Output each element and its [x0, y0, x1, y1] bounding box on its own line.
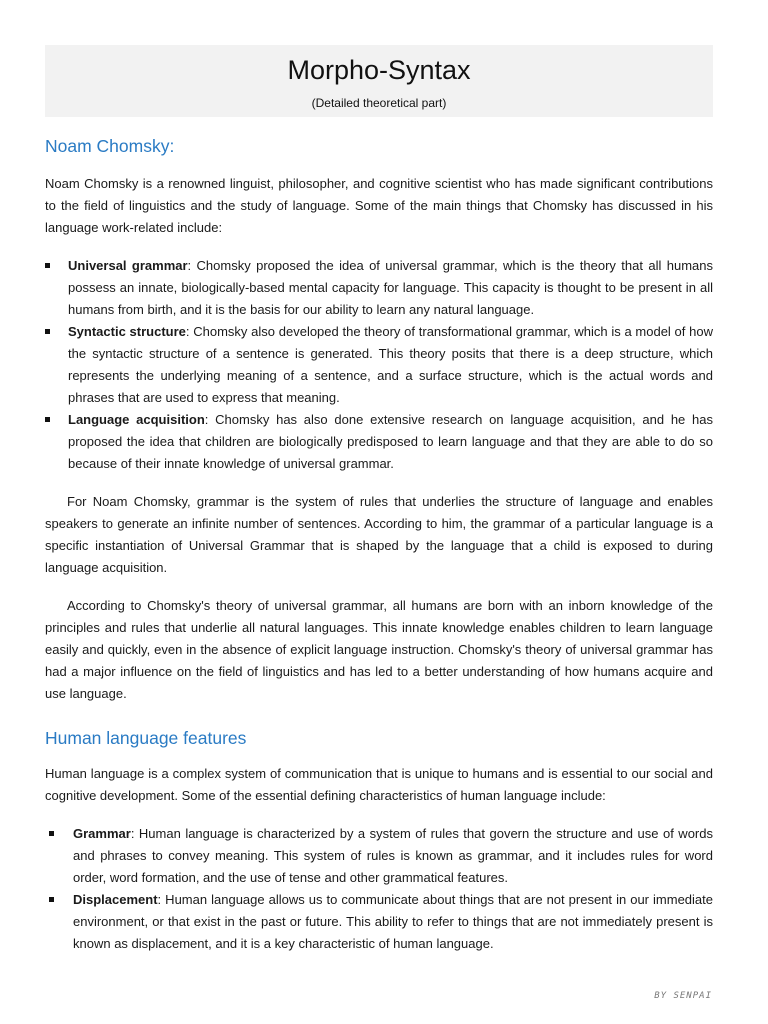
list-item — [45, 889, 713, 955]
bullet-text: : Human language allows us to communicate about things that are not present in our immediate environment, or that exist in the past or future. This ability to refer to things that are not immediately present is known as displacement, and it is a key characteristic of human language. — [73, 892, 713, 951]
footer-signature: BY SENPAI — [654, 991, 712, 1001]
list-item — [45, 321, 713, 409]
list-item — [45, 409, 713, 475]
bullet-icon — [49, 897, 54, 902]
chomsky-universal-grammar-paragraph: According to Chomsky's theory of universal grammar, all humans are born with an inborn knowledge of the principles and rules that underlie all natural languages. This innate knowledge enables children to learn language easily and quickly, even in the absence of explicit language instruction. Chomsky's theory of universal grammar has had a major influence on the field of linguistics and has led to a better understanding of how humans acquire and use language. — [45, 598, 713, 701]
section-heading-human-language: Human language features — [45, 728, 247, 748]
page-title: Morpho-Syntax — [287, 55, 471, 85]
bullet-term: Universal grammar — [68, 258, 188, 273]
bullet-text: : Human language is characterized by a system of rules that govern the structure and use of words and phrases to convey meaning. This system of rules is known as grammar, and it includes rules for word order, word formation, and the use of tense and other grammatical features. — [73, 826, 713, 885]
section-heading-chomsky: Noam Chomsky: — [45, 136, 175, 156]
list-item — [45, 823, 713, 889]
bullet-term: Syntactic structure — [68, 324, 186, 339]
chomsky-intro-paragraph: Noam Chomsky is a renowned linguist, philosopher, and cognitive scientist who has made significant contributions to the field of linguistics and the study of language. Some of the main things that Chomsky has discussed in his language work-related include: — [45, 176, 713, 235]
chomsky-grammar-paragraph: For Noam Chomsky, grammar is the system of rules that underlies the structure of language and enables speakers to generate an infinite number of sentences. According to him, the grammar of a particular language is a specific instantiation of Universal Grammar that is shaped by the language that a child is exposed to during language acquisition. — [45, 494, 713, 575]
bullet-text: : Chomsky also developed the theory of transformational grammar, which is a model of how the syntactic structure of a sentence is generated. This theory posits that there is a deep structure, which represents the underlying meaning of a sentence, and a surface structure, which is the actual words and phrases that are used to express that meaning. — [68, 324, 713, 405]
human-language-bullet-list — [45, 823, 713, 955]
bullet-icon — [45, 417, 50, 422]
bullet-term: Language acquisition — [68, 412, 205, 427]
document-page — [45, 45, 713, 955]
title-box — [45, 45, 713, 117]
page-subtitle: (Detailed theoretical part) — [311, 96, 447, 110]
bullet-icon — [45, 329, 50, 334]
bullet-text: : Chomsky proposed the idea of universal grammar, which is the theory that all humans possess an innate, biologically-based mental capacity for language. This capacity is thought to be present in all humans from birth, and it is the basis for our ability to learn any natural language. — [68, 258, 713, 317]
human-language-intro-paragraph: Human language is a complex system of communication that is unique to humans and is essential to our social and cognitive development. Some of the essential defining characteristics of human language include: — [45, 766, 713, 803]
bullet-icon — [49, 831, 54, 836]
list-item — [45, 255, 713, 321]
bullet-term: Grammar — [73, 826, 131, 841]
bullet-text: : Chomsky has also done extensive research on language acquisition, and he has proposed the idea that children are biologically predisposed to learn language and that they are able to do so because of their innate knowledge of universal grammar. — [68, 412, 714, 471]
chomsky-bullet-list — [45, 255, 713, 475]
bullet-icon — [45, 263, 50, 268]
bullet-term: Displacement — [73, 892, 158, 907]
